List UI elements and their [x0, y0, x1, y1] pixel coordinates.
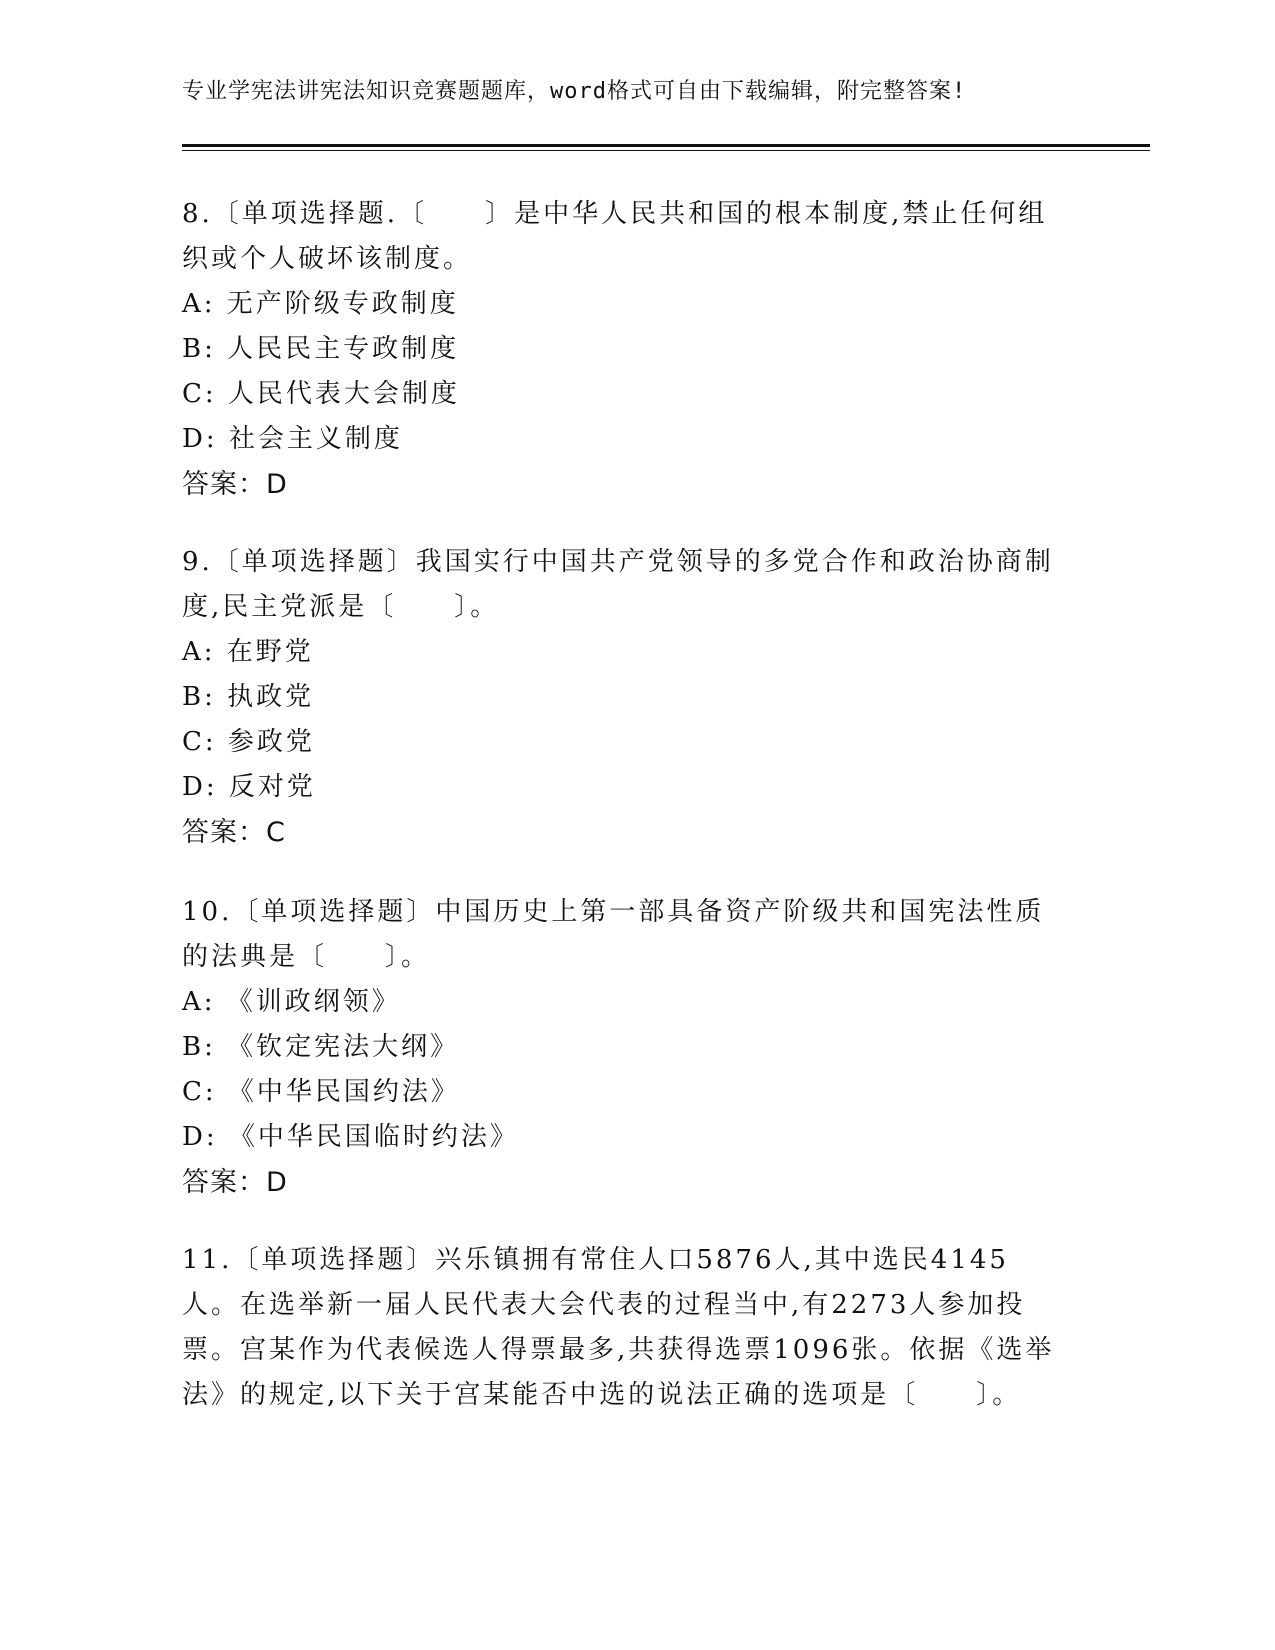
- option-c: C: 《中华民国约法》: [182, 1077, 460, 1107]
- answer-line: 答案：D: [182, 469, 288, 500]
- question-stem: 10.〔单项选择题〕中国历史上第一部具备资产阶级共和国宪法性质的法典是〔 〕。: [182, 897, 1045, 972]
- option-a: A: 在野党: [182, 637, 314, 667]
- question-stem: 8.〔单项选择题.〔 〕是中华人民共和国的根本制度,禁止任何组织或个人破坏该制度。: [182, 199, 1048, 274]
- question-11: [182, 1238, 1062, 1418]
- option-c: C: 参政党: [182, 727, 315, 757]
- option-b: B: 人民民主专政制度: [182, 334, 460, 364]
- option-c: C: 人民代表大会制度: [182, 379, 460, 409]
- header-rule-thin: [182, 150, 1150, 151]
- question-stem: 11.〔单项选择题〕兴乐镇拥有常住人口5876人,其中选民4145人。在选举新一届人民代表大会代表的过程当中,有2273人参加投票。宫某作为代表候选人得票最多,共获得选票1096张。依据《选举法》的规定,以下关于宫某能否中选的说法正确的选项是〔 〕。: [182, 1245, 1055, 1410]
- question-9: [182, 540, 1062, 855]
- option-b: B: 执政党: [182, 682, 315, 712]
- option-d: D: 社会主义制度: [182, 424, 403, 454]
- question-stem: 9.〔单项选择题〕我国实行中国共产党领导的多党合作和政治协商制度,民主党派是〔 〕。: [182, 547, 1054, 622]
- option-d: D: 《中华民国临时约法》: [182, 1122, 519, 1152]
- header-text: 专业学宪法讲宪法知识竞赛题题库，word格式可自由下载编辑，附完整答案!: [182, 79, 967, 104]
- option-a: A: 《训政纲领》: [182, 987, 401, 1017]
- answer-line: 答案：C: [182, 817, 286, 848]
- option-a: A: 无产阶级专政制度: [182, 289, 459, 319]
- header-rule-thick: [182, 144, 1150, 147]
- option-b: B: 《钦定宪法大纲》: [182, 1032, 460, 1062]
- question-8: [182, 192, 1062, 507]
- option-d: D: 反对党: [182, 772, 316, 802]
- question-10: [182, 890, 1062, 1205]
- answer-line: 答案：D: [182, 1167, 288, 1198]
